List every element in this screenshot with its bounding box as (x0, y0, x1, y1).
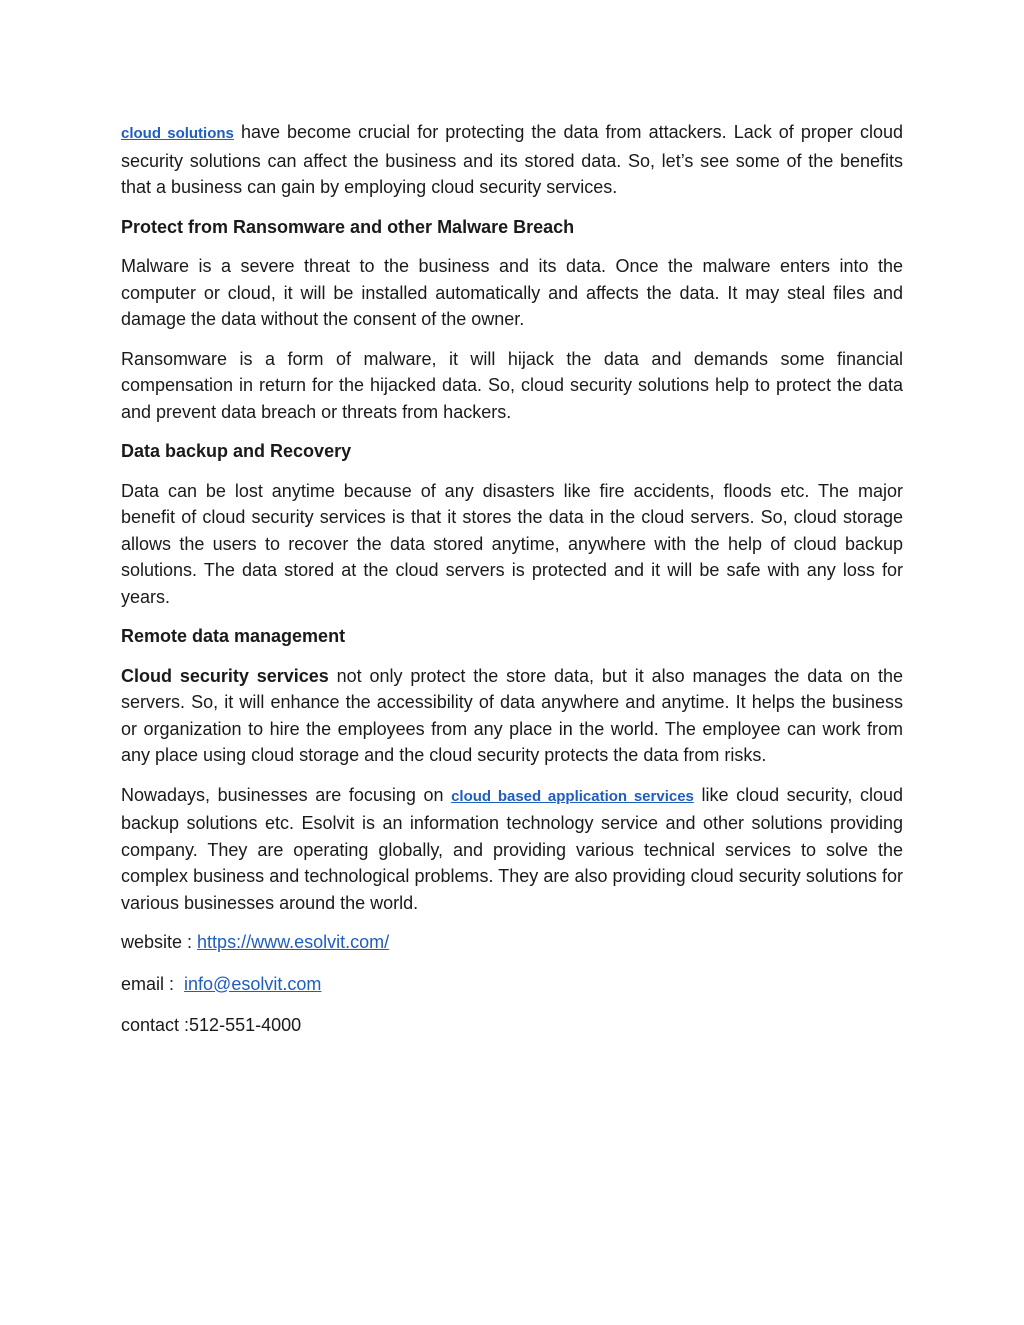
heading-ransomware: Protect from Ransomware and other Malware Breach (121, 216, 575, 237)
remote-paragraph (121, 663, 903, 769)
closing-paragraph (121, 782, 903, 917)
ransomware-paragraph: Ransomware is a form of malware, it will hijack the data and demands some financial compensation in return for the hijacked data. So, cloud security solutions help to protect the data and prevent data breach or threats from hackers. (121, 348, 903, 422)
email-line (121, 971, 903, 998)
intro-paragraph (121, 119, 903, 201)
backup-paragraph: Data can be lost anytime because of any disasters like fire accidents, floods etc. The major benefit of cloud security services is that it stores the data in the cloud servers. So, cloud storage allows the users to recover the data stored anytime, anywhere with the help of cloud backup solutions. The data stored at the cloud servers is protected and it will be safe with any loss for years. (121, 480, 903, 607)
website-label: website : (121, 932, 198, 952)
email-link[interactable]: info@esolvit.com (184, 973, 322, 994)
website-link[interactable]: https://www.esolvit.com/ (197, 932, 390, 952)
cloud-based-application-services-link[interactable]: cloud based application services (451, 787, 694, 805)
contact-line: contact :512-551-4000 (121, 1015, 302, 1035)
email-label: email : (121, 973, 185, 994)
closing-prefix: Nowadays, businesses are focusing on (121, 784, 452, 805)
document-page (121, 119, 903, 1054)
cloud-security-services-bold: Cloud security services (121, 665, 329, 686)
website-line (121, 929, 903, 956)
heading-remote: Remote data management (121, 626, 346, 646)
heading-backup: Data backup and Recovery (121, 441, 352, 461)
malware-paragraph: Malware is a severe threat to the business and its data. Once the malware enters into the computer or cloud, it will be installed automatically and affects the data. It may steal files and damage the data without the consent of the owner. (121, 256, 903, 329)
remote-text: not only protect the store data, but it also manages the data on the servers. So, it will enhance the accessibility of data anywhere and anytime. It helps the business or organization to hire the employees from any place in the world. The employee can work from any place using cloud storage and the cloud security protects the data from risks. (121, 665, 903, 765)
intro-text: have become crucial for protecting the data from attackers. Lack of proper cloud security solutions can affect the business and its stored data. So, let’s see some of the benefits that a business can gain by employing cloud security services. (121, 122, 903, 197)
cloud-solutions-link[interactable]: cloud solutions (121, 125, 234, 142)
closing-suffix: like cloud security, cloud backup solutions etc. Esolvit is an information technology service and other solutions providing company. They are operating globally, and providing various technical services to solve the complex business and technological problems. They are also providing cloud security solutions for various businesses around the world. (121, 784, 903, 913)
